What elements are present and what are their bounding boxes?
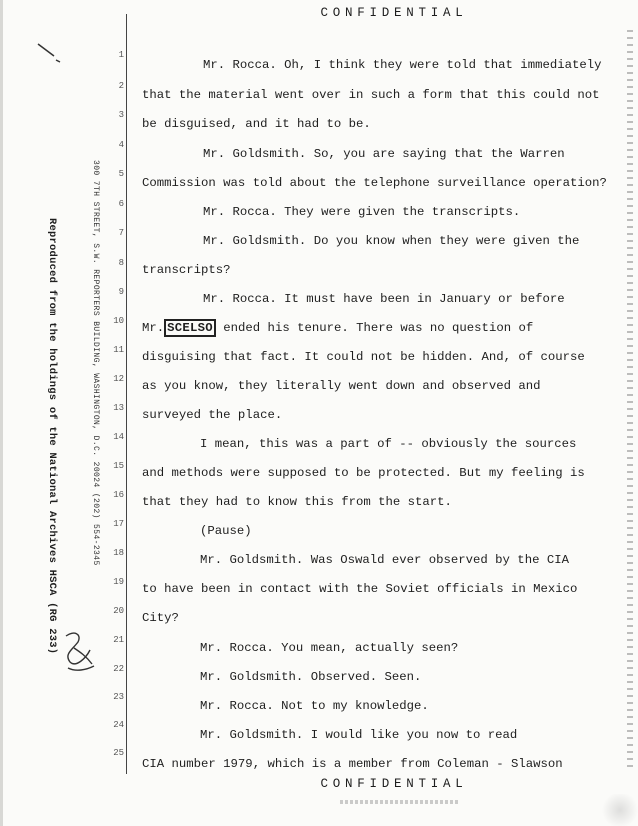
transcript-line: Mr. Goldsmith. So, you are saying that the Warren	[203, 147, 565, 161]
confidential-footer: CONFIDENTIAL	[320, 777, 468, 791]
redaction-stamp-name: SCELSO	[164, 319, 216, 337]
line-number: 9	[118, 287, 124, 297]
transcript-line: I mean, this was a part of -- obviously the sources	[200, 437, 577, 451]
transcript-line: Mr. Rocca. You mean, actually seen?	[200, 641, 459, 655]
transcript-line: Commission was told about the telephone surveillance operation?	[142, 176, 607, 190]
transcript-line: (Pause)	[200, 524, 252, 538]
line-number: 11	[113, 345, 124, 355]
transcript-line: Mr. Rocca. Oh, I think they were told that immediately	[203, 58, 602, 72]
line-number: 7	[118, 228, 124, 238]
line-number: 2	[118, 81, 124, 91]
archives-reproduction-note: Reproduced from the holdings of the National Archives HSCA (RG 233)	[46, 218, 58, 655]
line-number: 22	[113, 664, 124, 674]
line-number: 6	[118, 199, 124, 209]
line-number: 4	[118, 140, 124, 150]
pen-mark	[36, 40, 66, 70]
transcript-line: be disguised, and it had to be.	[142, 117, 371, 131]
transcript-line: Mr. Rocca. They were given the transcripts.	[203, 205, 521, 219]
line-number: 5	[118, 169, 124, 179]
handwritten-initials	[60, 628, 100, 678]
transcript-line: Mr. Goldsmith. Was Oswald ever observed by the CIA	[200, 553, 569, 567]
line-number: 3	[118, 110, 124, 120]
line-number: 1	[118, 50, 124, 60]
line-number: 13	[113, 403, 124, 413]
transcript-line: as you know, they literally went down and observed and	[142, 379, 541, 393]
line-number: 17	[113, 519, 124, 529]
line-number: 24	[113, 720, 124, 730]
margin-rule	[126, 14, 127, 774]
transcript-line: CIA number 1979, which is a member from Coleman - Slawson	[142, 757, 563, 771]
transcript-line: transcripts?	[142, 263, 231, 277]
reporters-address: 300 7TH STREET, S.W. REPORTERS BUILDING, WASHINGTON, D.C. 20024 (202) 554-2345	[91, 160, 100, 566]
line-number: 19	[113, 577, 124, 587]
line-number: 10	[113, 316, 124, 326]
transcript-line: Mr. Rocca. Not to my knowledge.	[200, 699, 429, 713]
scan-smudge	[600, 794, 638, 826]
transcript-line: disguising that fact. It could not be hidden. And, of course	[142, 350, 585, 364]
transcript-line: Mr. Rocca. It must have been in January or before	[203, 292, 565, 306]
scan-right-edge-noise	[627, 30, 633, 770]
transcript-line: that the material went over in such a form that this could not	[142, 88, 600, 102]
line-number: 15	[113, 461, 124, 471]
speaker-prefix: Mr.	[142, 321, 165, 335]
line-number: 8	[118, 258, 124, 268]
scan-left-edge	[0, 0, 3, 826]
line-number: 25	[113, 748, 124, 758]
transcript-line: surveyed the place.	[142, 408, 283, 422]
line-number: 14	[113, 432, 124, 442]
transcript-line: Mr. Goldsmith. I would like you now to read	[200, 728, 518, 742]
line-number: 23	[113, 692, 124, 702]
line-number: 16	[113, 490, 124, 500]
faint-scan-text	[340, 800, 460, 804]
line-number: 20	[113, 606, 124, 616]
transcript-line	[142, 321, 533, 335]
line-number: 21	[113, 635, 124, 645]
transcript-text: ended his tenure. There was no question of	[215, 321, 534, 335]
transcript-line: City?	[142, 611, 179, 625]
transcript-line: that they had to know this from the start.	[142, 495, 452, 509]
transcript-line: Mr. Goldsmith. Observed. Seen.	[200, 670, 422, 684]
transcript-line: to have been in contact with the Soviet officials in Mexico	[142, 582, 578, 596]
line-number: 12	[113, 374, 124, 384]
line-number: 18	[113, 548, 124, 558]
transcript-line: Mr. Goldsmith. Do you know when they were given the	[203, 234, 580, 248]
transcript-line: and methods were supposed to be protected. But my feeling is	[142, 466, 585, 480]
confidential-header: CONFIDENTIAL	[320, 6, 468, 20]
